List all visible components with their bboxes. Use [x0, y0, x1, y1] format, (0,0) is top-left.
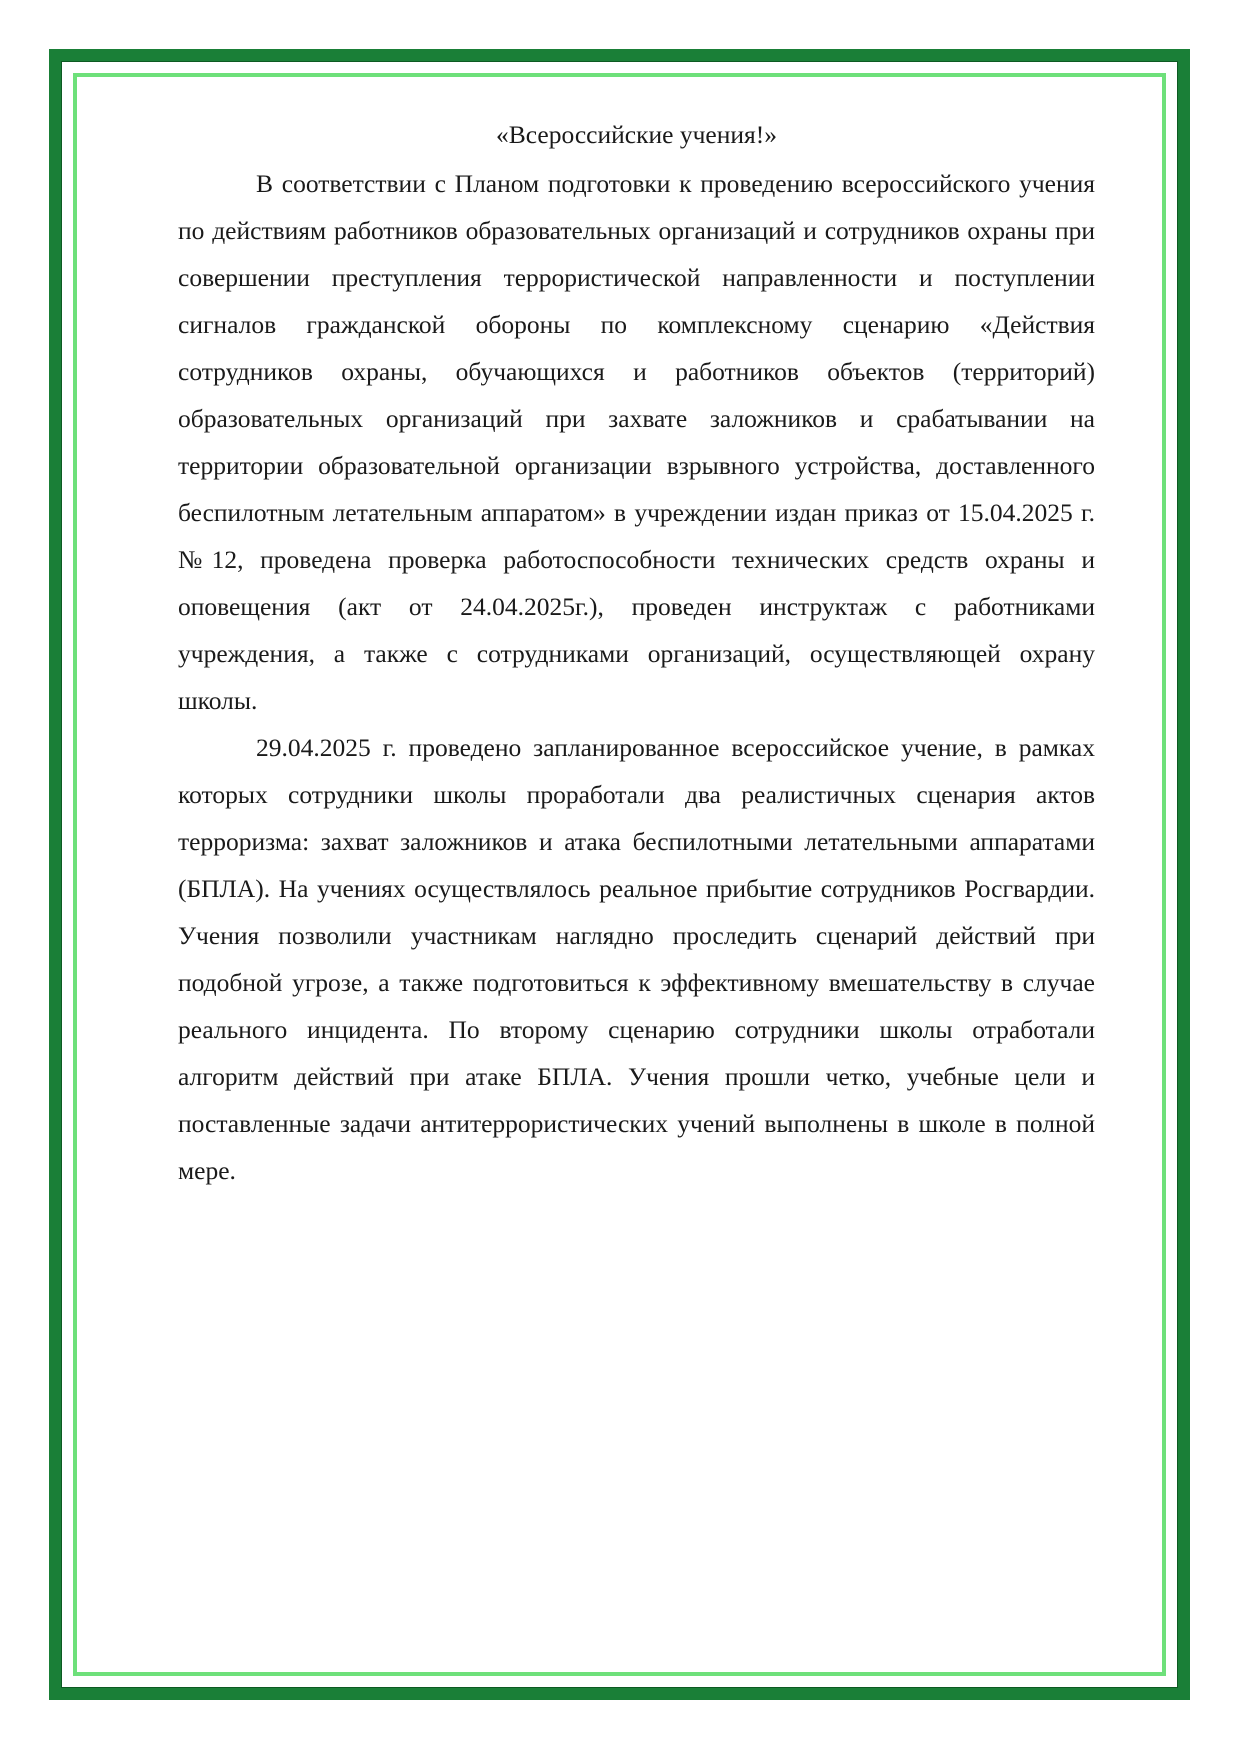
paragraph: 29.04.2025 г. проведено запланированное всероссийское учение, в рамках которых сотрудники школы проработали два реалистичных сценария актов терроризма: захват заложников и атака беспилотными летательными аппаратами (БПЛА). На учениях осуществлялось реальное прибытие сотрудников Росгвардии. Учения позволили участникам наглядно проследить сценарий действий при подобной угрозе, а также подготовиться к эффективному вмешательству в случае реального инцидента. По второму сценарию сотрудники школы отработали алгоритм действий при атаке БПЛА. Учения прошли четко, учебные цели и поставленные задачи антитеррористических учений выполнены в школе в полной мере.: [178, 733, 1095, 1185]
paragraph: В соответствии с Планом подготовки к проведению всероссийского учения по действиям работников образовательных организаций и сотрудников охраны при совершении преступления террористической направленности и поступлении сигналов гражданской обороны по комплексному сценарию «Действия сотрудников охраны, обучающихся и работников объектов (территорий) образовательных организаций при захвате заложников и срабатывании на территории образовательной организации взрывного устройства, доставленного беспилотным летательным аппаратом» в учреждении издан приказ от 15.04.2025 г. №12, проведена проверка работоспособности технических средств охраны и оповещения (акт от 24.04.2025г.), проведен инструктаж с работниками учреждения, а также с сотрудниками организаций, осуществляющей охрану школы.: [178, 169, 1095, 715]
document-title: «Всероссийские учения!»: [496, 120, 777, 149]
document-body: [178, 118, 1095, 1194]
